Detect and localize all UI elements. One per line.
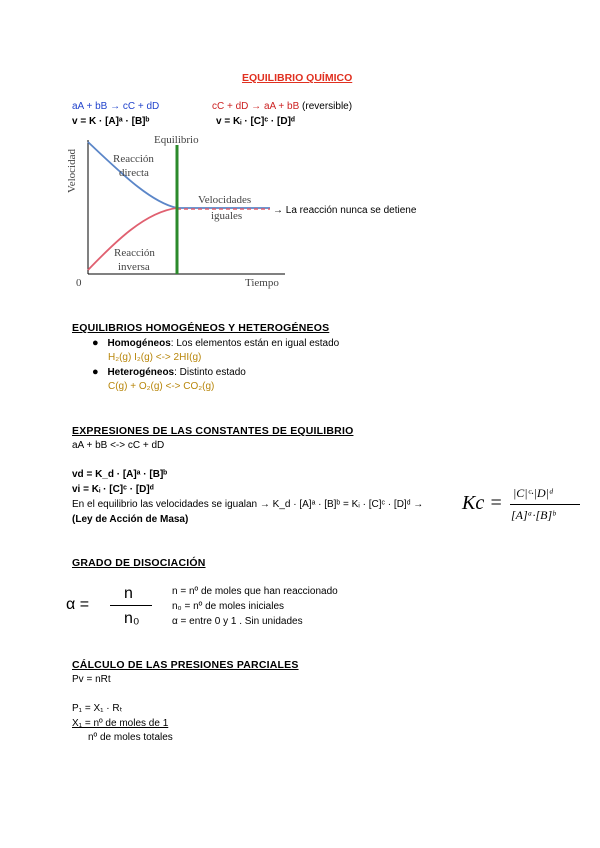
- equilibrium-label: Equilibrio: [154, 134, 199, 146]
- reverse-rate: v = Kᵢ · [C]ᶜ · [D]ᵈ: [216, 116, 295, 127]
- x-axis-label: Tiempo: [245, 277, 279, 289]
- reverse-reaction-line: [212, 101, 352, 112]
- reversible-note: (reversible): [299, 101, 353, 112]
- equal-label-1: Velocidades: [198, 194, 252, 206]
- alpha-symbol: α =: [66, 596, 90, 613]
- bullet-icon: ●: [92, 366, 99, 378]
- homogeneous-item: [92, 337, 339, 349]
- kc-denominator: [A]ᵃ·[B]ᵇ: [511, 508, 556, 522]
- reverse-reaction: cC + dD → aA + bB: [212, 101, 300, 112]
- alpha-denominator: n₀: [124, 610, 140, 627]
- kc-symbol: Kc =: [462, 492, 503, 514]
- kc-numerator: |C|ᶜ·|D|ᵈ: [513, 486, 553, 500]
- bullet-icon: ●: [92, 337, 99, 349]
- inverse-label-1: Reacción: [114, 247, 155, 259]
- ideal-gas-equation: Pv = nRt: [72, 674, 111, 685]
- def-n0: n₀ = nº de moles iniciales: [172, 601, 285, 612]
- y-axis-label: Velocidad: [66, 149, 78, 193]
- partial-pressure-equation: P₁ = X₁ · Rₜ: [72, 703, 123, 714]
- forward-rate: v = K · [A]ᵃ · [B]ᵇ: [72, 116, 150, 127]
- kc-fraction-line: [510, 504, 580, 505]
- homogeneous-heading: EQUILIBRIOS HOMOGÉNEOS Y HETEROGÉNEOS: [72, 322, 330, 334]
- inverse-label-2: inversa: [118, 261, 150, 273]
- heterogeneous-text: : Distinto estado: [174, 367, 246, 378]
- homogeneous-text: : Los elementos están en igual estado: [170, 338, 340, 349]
- direct-label-1: Reacción: [113, 153, 154, 165]
- equal-label-2: iguales: [211, 210, 243, 222]
- vd-expression: vd = K_d · [A]ᵃ · [B]ᵇ: [72, 469, 168, 480]
- pressures-heading: CÁLCULO DE LAS PRESIONES PARCIALES: [72, 659, 299, 671]
- alpha-numerator: n: [124, 585, 133, 602]
- mole-fraction-line: [72, 718, 168, 729]
- alpha-fraction-line: [110, 605, 152, 606]
- constants-heading: EXPRESIONES DE LAS CONSTANTES DE EQUILIBRIO: [72, 425, 354, 437]
- def-alpha: α = entre 0 y 1 . Sin unidades: [172, 616, 303, 627]
- vi-expression: vi = Kᵢ · [C]ᶜ · [D]ᵈ: [72, 484, 154, 495]
- mole-fraction: X₁ = nº de moles de 1: [72, 718, 169, 729]
- direct-label-2: directa: [119, 167, 149, 179]
- mole-fraction-denominator: nº de moles totales: [88, 732, 173, 743]
- page-title: EQUILIBRIO QUÍMICO: [242, 72, 353, 84]
- equality-expression: En el equilibrio las velocidades se igualan → K_d · [A]ᵃ · [B]ᵇ = Kᵢ · [C]ᶜ · [D]ᵈ →: [72, 499, 424, 510]
- forward-reaction: aA + bB → cC + dD: [72, 101, 160, 112]
- heterogeneous-term: Heterogéneos: [107, 367, 175, 378]
- mass-action-law: (Ley de Acción de Masa): [72, 514, 189, 525]
- heterogeneous-example: C(g) + O₂(g) <-> CO₂(g): [108, 381, 215, 392]
- homogeneous-term: Homogéneos: [107, 338, 171, 349]
- def-n: n = nº de moles que han reaccionado: [172, 586, 338, 597]
- dissociation-heading: GRADO DE DISOCIACIÓN: [72, 557, 206, 569]
- origin-label: 0: [76, 277, 82, 289]
- never-stops-note: → La reacción nunca se detiene: [273, 205, 417, 216]
- constants-reaction: aA + bB <-> cC + dD: [72, 440, 165, 451]
- heterogeneous-item: [92, 366, 246, 378]
- homogeneous-example: H₂(g) I₂(g) <-> 2HI(g): [108, 352, 202, 363]
